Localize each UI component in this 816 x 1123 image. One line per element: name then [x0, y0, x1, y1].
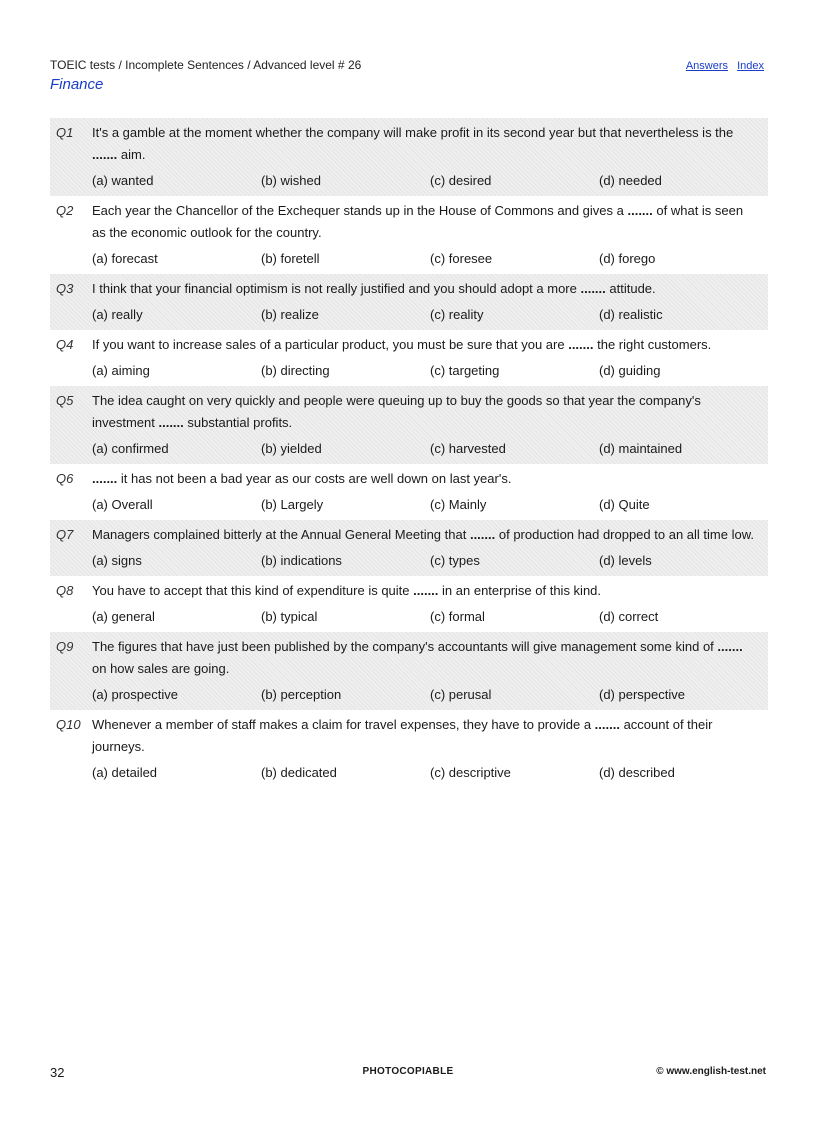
question-number: Q4	[56, 337, 74, 352]
option-c[interactable]: (c) descriptive	[430, 765, 511, 780]
question-number: Q7	[56, 527, 74, 542]
question-number: Q10	[56, 717, 81, 732]
blank-marker: .......	[413, 583, 439, 598]
option-a[interactable]: (a) forecast	[92, 251, 158, 266]
option-c[interactable]: (c) desired	[430, 173, 492, 188]
option-d[interactable]: (d) forego	[599, 251, 656, 266]
option-d[interactable]: (d) Quite	[599, 497, 650, 512]
option-a[interactable]: (a) signs	[92, 553, 142, 568]
question-text: Managers complained bitterly at the Annual General Meeting that ....... of production had dropped to an all time low.	[92, 527, 754, 542]
question-text: Whenever a member of staff makes a claim for travel expenses, they have to provide a ....... account of their journeys.	[92, 717, 713, 754]
option-b[interactable]: (b) typical	[261, 609, 318, 624]
answers-link[interactable]: Answers	[685, 60, 729, 72]
option-b[interactable]: (b) realize	[261, 307, 319, 322]
question-text: It's a gamble at the moment whether the company will make profit in its second year but that nevertheless is the ....... aim.	[92, 125, 734, 162]
option-d[interactable]: (d) needed	[599, 173, 662, 188]
option-b[interactable]: (b) indications	[261, 553, 342, 568]
question-item	[50, 274, 768, 330]
option-c[interactable]: (c) targeting	[430, 363, 500, 378]
option-a[interactable]: (a) wanted	[92, 173, 154, 188]
answer-options	[92, 304, 768, 326]
option-d[interactable]: (d) correct	[599, 609, 659, 624]
option-d[interactable]: (d) realistic	[599, 307, 663, 322]
question-text: ....... it has not been a bad year as our costs are well down on last year's.	[92, 471, 512, 486]
question-item	[50, 464, 768, 520]
blank-marker: .......	[92, 147, 118, 162]
option-c[interactable]: (c) harvested	[430, 441, 506, 456]
blank-marker: .......	[469, 527, 496, 542]
question-text: If you want to increase sales of a particular product, you must be sure that you are ....... the right customers.	[92, 337, 712, 352]
option-c[interactable]: (c) reality	[430, 307, 484, 322]
question-number: Q3	[56, 281, 74, 296]
option-a[interactable]: (a) aiming	[92, 363, 150, 378]
question-item	[50, 118, 768, 196]
question-list	[50, 118, 768, 788]
question-item	[50, 386, 768, 464]
option-a[interactable]: (a) general	[92, 609, 155, 624]
answer-options	[92, 360, 768, 382]
question-item	[50, 710, 768, 788]
option-b[interactable]: (b) wished	[261, 173, 321, 188]
question-text: I think that your financial optimism is not really justified and you should adopt a more ....... attitude.	[92, 281, 656, 296]
option-c[interactable]: (c) types	[430, 553, 480, 568]
question-number: Q5	[56, 393, 74, 408]
question-text: The idea caught on very quickly and people were queuing up to buy the goods so that year the company's investment ....... substantial profits.	[92, 393, 701, 430]
question-number: Q1	[56, 125, 74, 140]
option-b[interactable]: (b) directing	[261, 363, 330, 378]
option-a[interactable]: (a) confirmed	[92, 441, 169, 456]
option-d[interactable]: (d) maintained	[599, 441, 683, 456]
photocopiable-label: PHOTOCOPIABLE	[362, 1066, 454, 1077]
option-c[interactable]: (c) perusal	[430, 687, 492, 702]
answer-options	[92, 606, 768, 628]
question-number: Q8	[56, 583, 74, 598]
question-text: You have to accept that this kind of expenditure is quite ....... in an enterprise of this kind.	[92, 583, 602, 598]
question-item	[50, 632, 768, 710]
question-text: Each year the Chancellor of the Exchequer stands up in the House of Commons and gives a ....... of what is seen as the economic outlook for the country.	[92, 203, 744, 240]
answer-options	[92, 438, 768, 460]
question-text: The figures that have just been published by the company's accountants will give management some kind of ....... on how sales are going.	[92, 639, 743, 676]
option-d[interactable]: (d) levels	[599, 553, 652, 568]
question-item	[50, 196, 768, 274]
question-item	[50, 520, 768, 576]
answer-options	[92, 170, 768, 192]
option-b[interactable]: (b) Largely	[261, 497, 324, 512]
option-b[interactable]: (b) yielded	[261, 441, 322, 456]
index-link[interactable]: Index	[737, 60, 764, 72]
option-a[interactable]: (a) prospective	[92, 687, 178, 702]
option-b[interactable]: (b) dedicated	[261, 765, 337, 780]
option-b[interactable]: (b) perception	[261, 687, 342, 702]
option-d[interactable]: (d) perspective	[599, 687, 685, 702]
blank-marker: .......	[568, 337, 594, 352]
blank-marker: .......	[580, 281, 606, 296]
option-d[interactable]: (d) guiding	[599, 363, 661, 378]
blank-marker: .......	[92, 471, 118, 486]
blank-marker: .......	[158, 415, 184, 430]
answer-options	[92, 494, 768, 516]
blank-marker: .......	[627, 203, 653, 218]
option-c[interactable]: (c) Mainly	[430, 497, 487, 512]
option-a[interactable]: (a) really	[92, 307, 143, 322]
copyright-notice: © www.english-test.net	[656, 1066, 766, 1077]
option-d[interactable]: (d) described	[599, 765, 675, 780]
question-number: Q6	[56, 471, 74, 486]
answer-options	[92, 248, 768, 270]
answer-options	[92, 550, 768, 572]
answer-options	[92, 762, 768, 784]
header-links	[680, 60, 764, 72]
question-item	[50, 330, 768, 386]
option-b[interactable]: (b) foretell	[261, 251, 320, 266]
option-c[interactable]: (c) formal	[430, 609, 485, 624]
option-c[interactable]: (c) foresee	[430, 251, 493, 266]
question-number: Q9	[56, 639, 74, 654]
blank-marker: .......	[594, 717, 620, 732]
topic-heading: Finance	[50, 76, 104, 93]
question-number: Q2	[56, 203, 74, 218]
question-item	[50, 576, 768, 632]
answer-options	[92, 684, 768, 706]
option-a[interactable]: (a) detailed	[92, 765, 158, 780]
page-number: 32	[50, 1065, 65, 1080]
page-header-title: TOEIC tests / Incomplete Sentences / Advanced level # 26	[50, 58, 362, 72]
blank-marker: .......	[717, 639, 743, 654]
option-a[interactable]: (a) Overall	[92, 497, 153, 512]
